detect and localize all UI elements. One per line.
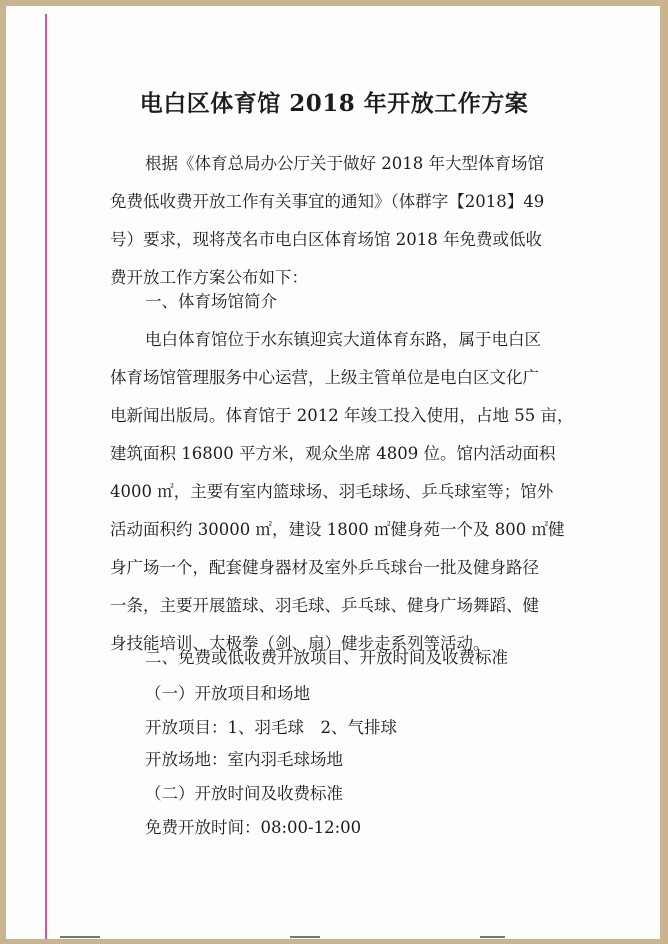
paragraph-line: 身广场一个，配套健身器材及室外乒乓球台一批及健身路径 [110, 558, 539, 577]
subsection-heading: （一）开放项目和场地 [145, 684, 310, 703]
paragraph-line: 电新闻出版局。体育馆于 2012 年竣工投入使用，占地 55 亩， [110, 406, 574, 425]
paragraph-line: 免费低收费开放工作有关事宜的通知》（体群字【2018】49 [110, 192, 545, 211]
paragraph-line: 免费开放时间：08:00-12:00 [145, 818, 362, 837]
paragraph-line: 体育场馆管理服务中心运营，上级主管单位是电白区文化广 [110, 368, 539, 387]
paragraph-line: 开放场地：室内羽毛球场地 [145, 750, 343, 769]
margin-line [45, 14, 47, 939]
paragraph-line: 根据《体育总局办公厅关于做好 2018 年大型体育场馆 [145, 154, 544, 173]
section-heading: 二、免费或低收费开放项目、开放时间及收费标准 [145, 648, 508, 667]
scan-mark [60, 936, 100, 938]
scan-mark [480, 936, 505, 938]
paragraph-line: 身技能培训、太极拳（剑、扇）健步走系列等活动。 [110, 634, 490, 653]
section-heading: 一、体育场馆简介 [145, 292, 277, 311]
paragraph-line: 建筑面积 16800 平方米，观众坐席 4809 位。馆内活动面积 [110, 444, 556, 463]
paragraph-line: 活动面积约 30000 ㎡，建设 1800 ㎡健身苑一个及 800 ㎡健 [110, 520, 565, 539]
paragraph-line: 费开放工作方案公布如下： [110, 268, 308, 287]
scan-mark [290, 936, 320, 938]
subsection-heading: （二）开放时间及收费标准 [145, 784, 343, 803]
paragraph-line: 号）要求，现将茂名市电白区体育场馆 2018 年免费或低收 [110, 230, 542, 249]
paragraph-line: 电白体育馆位于水东镇迎宾大道体育东路，属于电白区 [145, 330, 541, 349]
paragraph-line: 开放项目：1、羽毛球 2、气排球 [145, 718, 397, 737]
document-title: 电白区体育馆 2018 年开放工作方案 [139, 90, 529, 117]
paragraph-line: 一条，主要开展篮球、羽毛球、乒乓球、健身广场舞蹈、健 [110, 596, 539, 615]
paragraph-line: 4000 ㎡，主要有室内篮球场、羽毛球场、乒乓球室等；馆外 [110, 482, 554, 501]
